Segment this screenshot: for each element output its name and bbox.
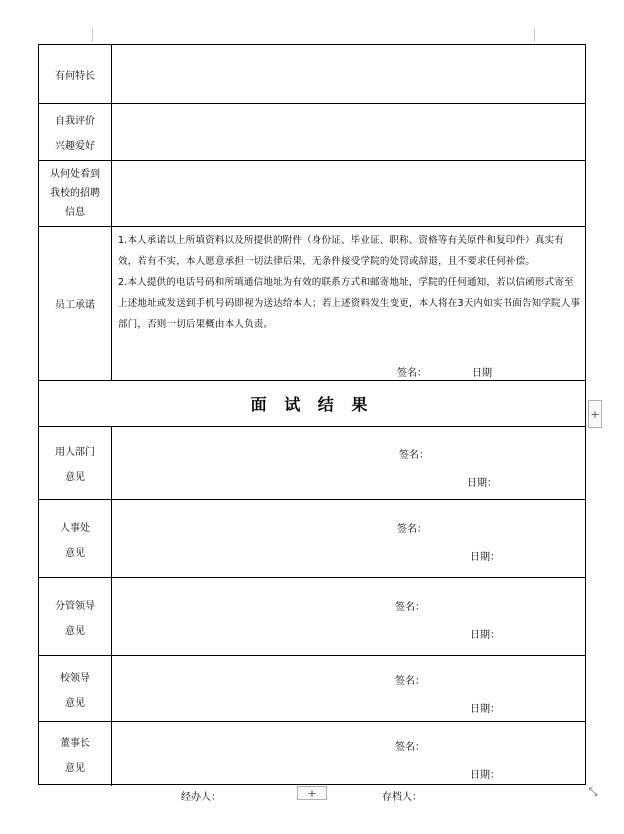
add-row-icon: + [307,786,317,800]
label-opinion-chairman [39,722,112,786]
opinion-dept-date-label: 日期： [467,478,497,489]
add-row-button[interactable] [297,786,327,800]
label-specialty [39,45,112,103]
opinion-president-sign-label: 签名： [395,676,425,687]
cell-opinion-vp[interactable] [112,578,585,655]
section-title: 面 试 结 果 [250,395,374,414]
label-self-eval-line1: 自我评价 [55,116,95,127]
cell-opinion-hr[interactable] [112,500,585,577]
opinion-vp-date-label: 日期： [470,630,500,641]
row-promise [39,227,585,381]
opinion-hr-date-label: 日期： [470,552,500,563]
opinion-dept-sign-label: 签名： [399,450,429,461]
label-opinion-chairman-line1: 董事长 [60,738,90,749]
label-opinion-hr-line1: 人事处 [60,522,90,534]
opinion-president-date-label: 日期： [470,704,500,715]
cell-source[interactable] [112,161,585,226]
label-source-line1: 从何处看到 [50,169,100,180]
label-source [39,161,112,226]
cell-self-eval[interactable] [112,104,585,160]
label-source-line3: 信息 [65,207,85,218]
label-self-eval [39,104,112,160]
cell-specialty[interactable] [112,45,585,103]
opinion-chairman-sign-label: 签名： [395,742,425,753]
opinion-hr-sign-label: 签名： [397,524,427,535]
promise-text [112,227,585,335]
cell-promise [112,227,585,380]
label-opinion-hr [39,500,112,577]
promise-sign-label: 签名： [397,368,427,379]
cell-opinion-dept[interactable] [112,427,585,499]
opinion-vp-sign-label: 签名： [395,602,425,613]
label-opinion-vp-line1: 分管领导 [55,600,95,612]
cell-opinion-chairman[interactable] [112,722,585,786]
row-opinion-chairman [39,722,585,786]
footer-handler-label: 经办人： [181,792,221,803]
crop-mark-right [534,28,535,42]
add-column-button[interactable] [588,400,602,428]
label-source-line2: 我校的招聘 [50,188,100,199]
application-form-table [38,44,586,785]
opinion-chairman-date-label: 日期： [470,770,500,781]
row-opinion-vp [39,578,585,656]
label-opinion-president [39,656,112,721]
label-promise [39,227,112,380]
label-self-eval-line2: 兴趣爱好 [55,141,95,152]
row-specialty [39,45,585,104]
label-opinion-vp-line2: 意见 [65,625,85,637]
label-opinion-dept-line1: 用人部门 [55,447,95,458]
label-opinion-dept-line2: 意见 [65,472,85,483]
row-source [39,161,585,227]
label-opinion-president-line1: 校领导 [60,672,90,684]
promise-date-label: 日期 [472,368,492,379]
row-opinion-president [39,656,585,722]
table-resize-handle[interactable] [586,785,600,799]
cell-opinion-president[interactable] [112,656,585,721]
label-opinion-dept [39,427,112,499]
row-opinion-hr [39,500,585,578]
row-opinion-dept [39,427,585,500]
add-column-icon: + [590,407,600,421]
section-title-row [39,381,585,427]
crop-mark-left [92,28,93,42]
label-specialty-text: 有何特长 [55,70,95,82]
label-opinion-hr-line2: 意见 [65,547,85,559]
label-opinion-chairman-line2: 意见 [65,763,85,774]
label-promise-text: 员工承诺 [55,300,95,311]
promise-paragraph-2: 2.本人提供的电话号码和所填通信地址为有效的联系方式和邮寄地址，学院的任何通知，若以信函形式寄至上述地址或发送到手机号码即视为送达给本人；若上述资料发生变更，本人将在3天内如实书面告知学院人事部门，否则一切后果概由本人负责。 [118,277,581,330]
label-opinion-vp [39,578,112,655]
resize-icon: ⤡ [588,785,598,798]
row-self-eval [39,104,585,161]
promise-paragraph-1: 1.本人承诺以上所填资料以及所提供的附件（身份证、毕业证、职称、资格等有关原件和复印件）真实有效，若有不实，本人愿意承担一切法律后果，无条件接受学院的处罚或辞退，且不要求任何补偿。 [118,235,564,267]
footer-archivist-label: 存档人： [382,792,422,803]
label-opinion-president-line2: 意见 [65,697,85,709]
